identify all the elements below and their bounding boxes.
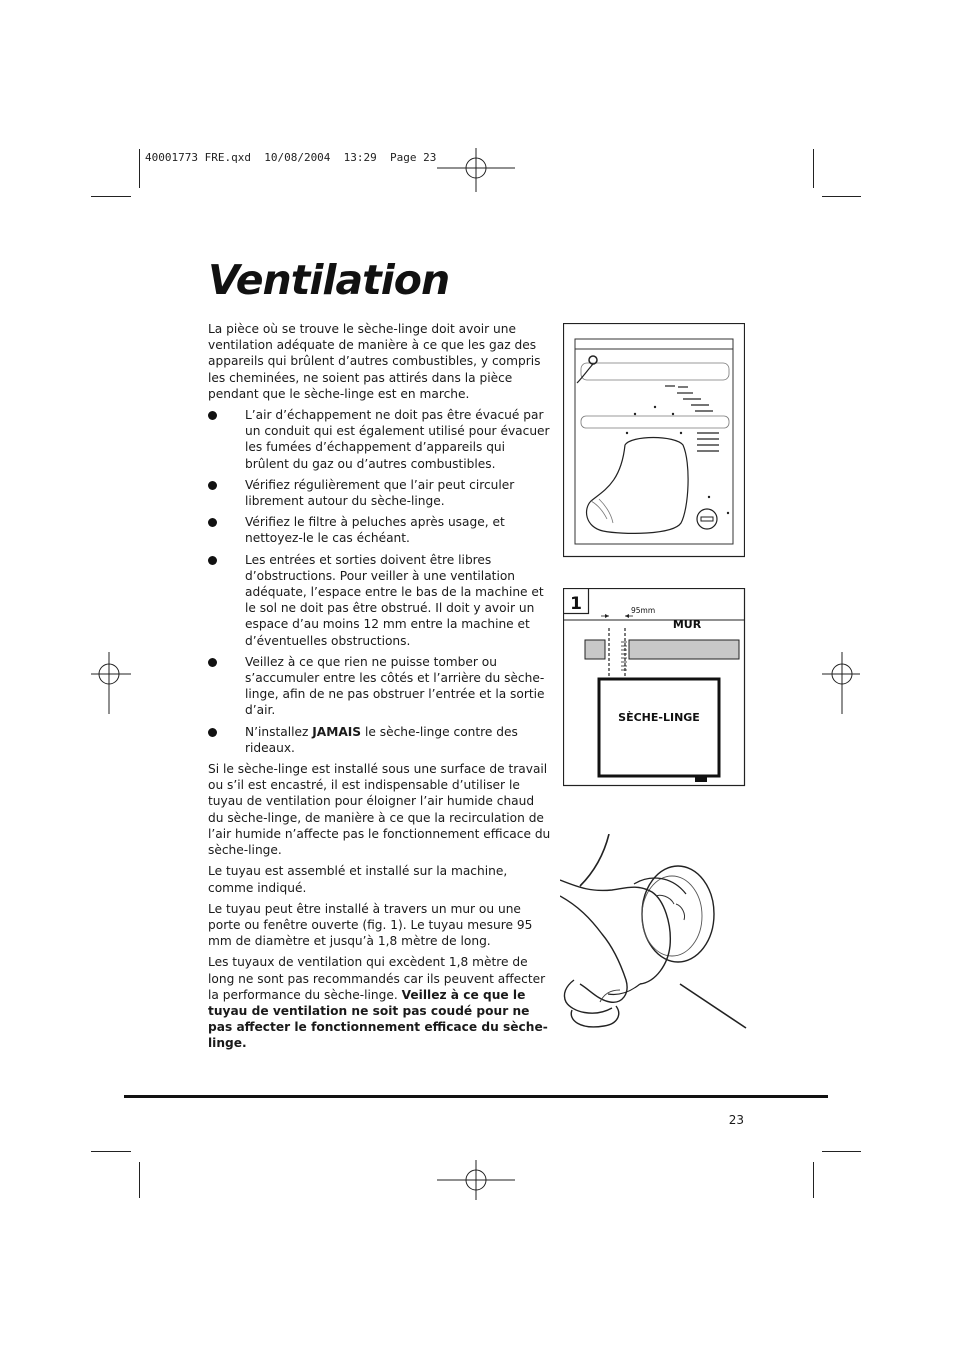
- bullet-icon: [208, 481, 217, 490]
- file-slug: 40001773 FRE.qxd 10/08/2004 13:29 Page 23: [145, 151, 437, 164]
- emphasis-never: JAMAIS: [312, 724, 362, 739]
- crop-mark: [139, 149, 140, 188]
- bullet-item: Veillez à ce que rien ne puisse tomber ou s’accumuler entre les côtés et l’arrière du sèche-linge, afin de ne pas obstruer l’entrée et la sortie d’air.: [208, 654, 552, 719]
- bullet-icon: [208, 556, 217, 565]
- dryer-illustration: [563, 323, 745, 558]
- bullet-item: Vérifiez régulièrement que l’air peut circuler librement autour du sèche-linge.: [208, 477, 552, 509]
- bullet-item: Les entrées et sorties doivent être libres d’obstructions. Pour veiller à une ventilation adéquate, l’espace entre le bas de la machine et le sol ne doit pas être obstrué. Il doit y avoir un espace d’au moins 12 mm entre la machine et d’éventuelles obstructions.: [208, 552, 552, 649]
- bullet-icon: [208, 728, 217, 737]
- wall-label: MUR: [672, 618, 702, 631]
- paragraph: Si le sèche-linge est installé sous une surface de travail ou s’il est encastré, il est indispensable d’utiliser le tuyau de ventilation pour éloigner l’air humide chaud du sèche-linge, de manière à ce que la recirculation de l’air humide n’affecte pas le fonctionnement efficace du sèche-linge.: [208, 762, 551, 858]
- registration-mark-right: [820, 652, 862, 718]
- crop-mark: [813, 149, 814, 188]
- page-title: Ventilation: [208, 256, 450, 304]
- crop-mark: [822, 196, 861, 197]
- bullet-item: L’air d’échappement ne doit pas être évacué par un conduit qui est également utilisé pour évacuer les fumées d’échappement d’appareils qui brûlent du gaz ou d’autres combustibles.: [208, 407, 552, 472]
- figure-1-wall-diagram: [563, 588, 746, 788]
- crop-mark: [91, 1151, 131, 1152]
- crop-mark: [91, 196, 131, 197]
- bullet-item: Vérifiez le filtre à peluches après usage, et nettoyez-le le cas échéant.: [208, 514, 552, 546]
- warning-text: Veillez à ce que le tuyau de ventilation ne soit pas coudé pour ne pas affecter le fonctionnement efficace du sèche-linge.: [208, 987, 548, 1051]
- bullet-item: N’installez JAMAIS le sèche-linge contre des rideaux.: [208, 724, 552, 756]
- bullet-list: [208, 407, 552, 756]
- page-number: 23: [728, 1113, 744, 1127]
- figure-number: 1: [570, 594, 582, 614]
- paragraph: Le tuyau est assemblé et installé sur la machine, comme indiqué.: [208, 864, 508, 895]
- hand-attaching-hose-illustration: [560, 834, 748, 1034]
- registration-mark-bottom: [437, 1158, 517, 1202]
- body-text: [208, 321, 552, 1057]
- bullet-icon: [208, 658, 217, 667]
- registration-mark-left: [91, 652, 133, 718]
- bullet-icon: [208, 518, 217, 527]
- intro-paragraph: La pièce où se trouve le sèche-linge doit avoir une ventilation adéquate de manière à ce que les gaz des appareils qui brûlent d’autres combustibles, y compris les cheminées, ne soient pas attirés dans la pièce pendant que le sèche-linge est en marche.: [208, 322, 541, 401]
- footer-rule: [124, 1095, 828, 1098]
- crop-mark: [139, 1162, 140, 1198]
- dimension-label: 95mm: [631, 606, 656, 615]
- registration-mark-top: [437, 146, 517, 194]
- crop-mark: [822, 1151, 861, 1152]
- paragraph: Le tuyau peut être installé à travers un mur ou une porte ou fenêtre ouverte (fig. 1). Le tuyau mesure 95 mm de diamètre et jusqu’à 1,8 mètre de long.: [208, 901, 533, 949]
- crop-mark: [813, 1162, 814, 1198]
- bullet-icon: [208, 411, 217, 420]
- dryer-label: SÈCHE-LINGE: [618, 711, 700, 724]
- paragraph-warning: Les tuyaux de ventilation qui excèdent 1,8 mètre de long ne sont pas recommandés car ils peuvent affecter la performance du sèche-linge. Veillez à ce que le tuyau de ventilation ne soit pas coudé pour ne pas affecter le fonctionnement efficace du sèche-linge.: [208, 955, 548, 1051]
